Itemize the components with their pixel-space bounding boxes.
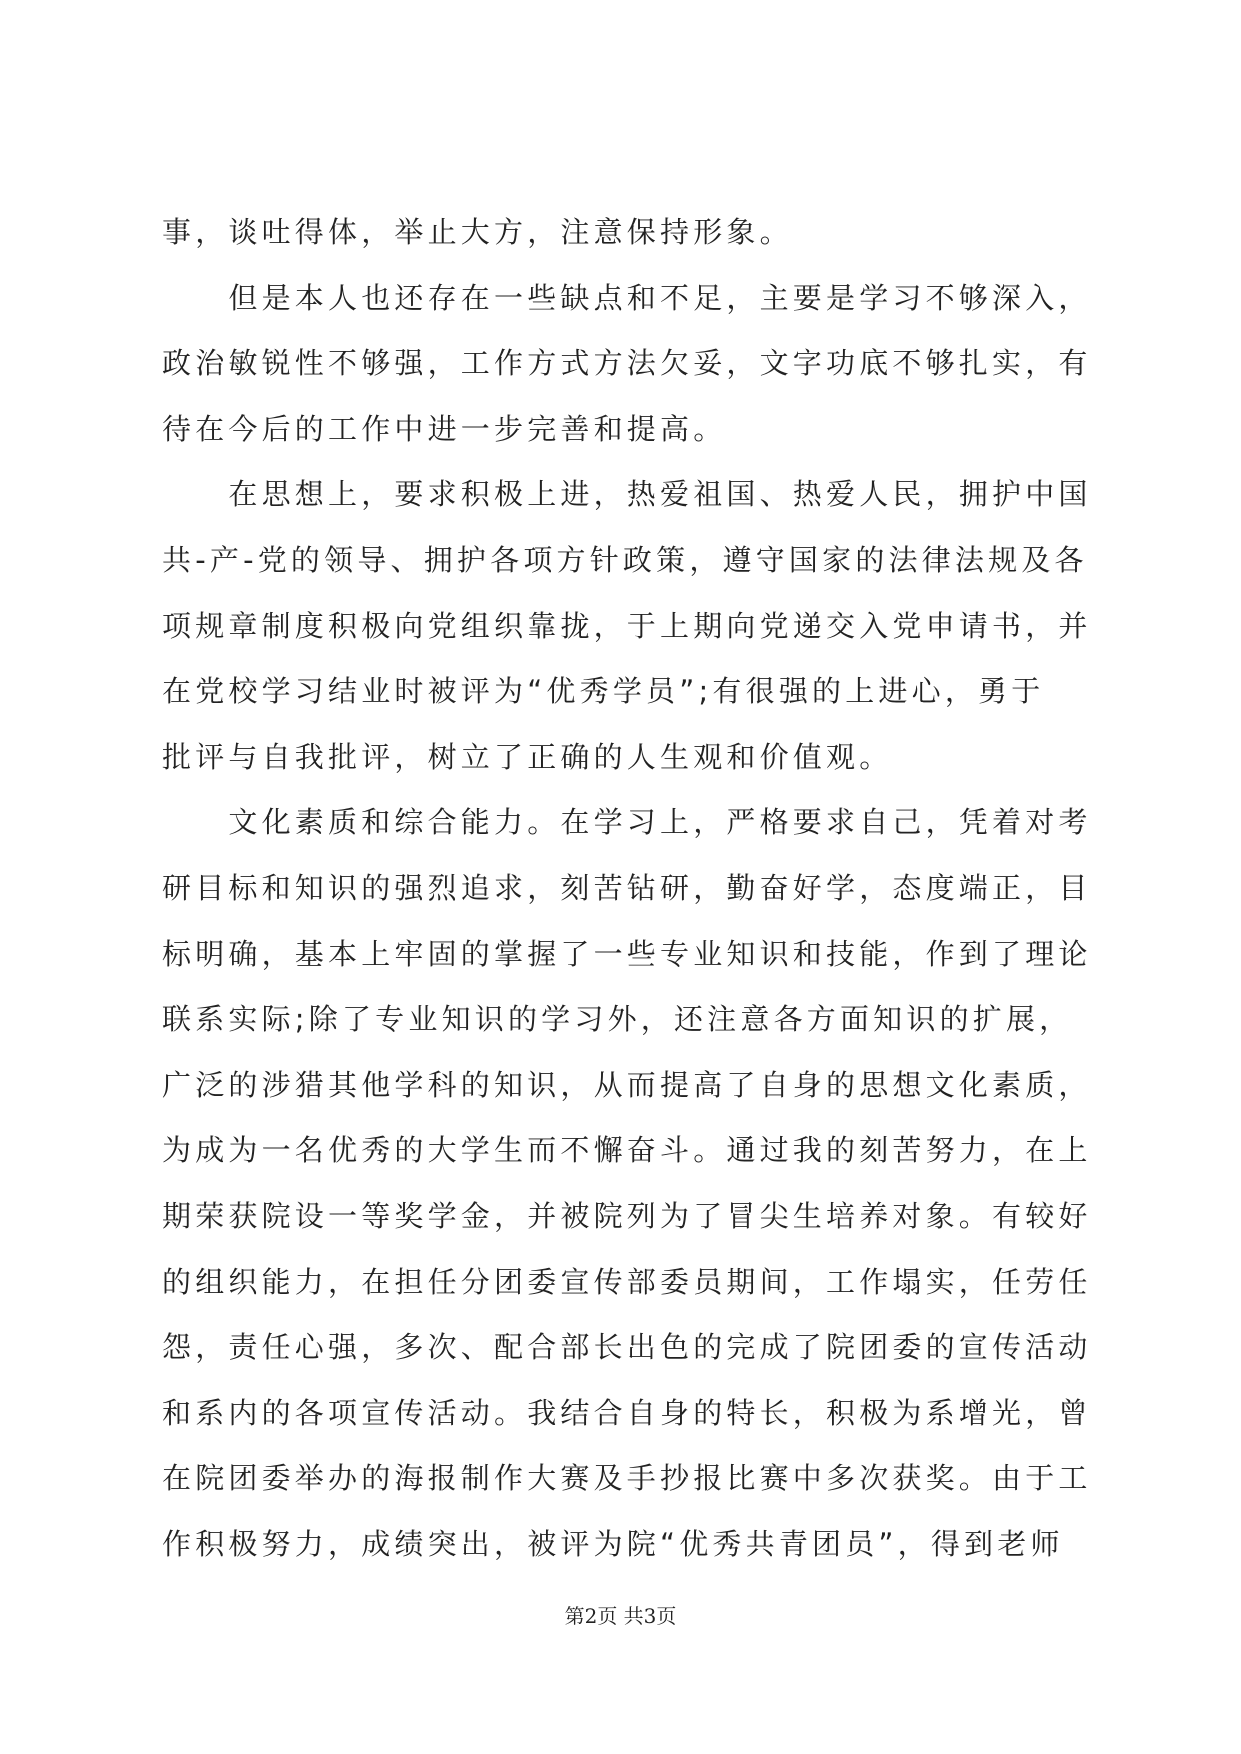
text-line: 的组织能力，在担任分团委宣传部委员期间，工作塌实，任劳任 xyxy=(162,1264,1092,1299)
text-line: 在党校学习结业时被评为“优秀学员”;有很强的上进心，勇于 xyxy=(162,674,1045,709)
text-line: 研目标和知识的强烈追求，刻苦钻研，勤奋好学，态度端正，目 xyxy=(162,870,1092,905)
page-footer: 第2页 共3页 xyxy=(564,1604,677,1628)
text-line: 待在今后的工作中进一步完善和提高。 xyxy=(162,411,727,446)
text-line: 政治敏锐性不够强，工作方式方法欠妥，文字功底不够扎实，有 xyxy=(162,346,1092,381)
text-line: 文化素质和综合能力。在学习上，严格要求自己，凭着对考 xyxy=(162,805,1092,840)
body-text xyxy=(162,200,1092,1577)
text-line: 期荣获院设一等奖学金，并被院列为了冒尖生培养对象。有较好 xyxy=(162,1198,1092,1233)
text-line: 项规章制度积极向党组织靠拢，于上期向党递交入党申请书，并 xyxy=(162,608,1092,643)
text-line: 在院团委举办的海报制作大赛及手抄报比赛中多次获奖。由于工 xyxy=(162,1461,1092,1496)
text-line: 在思想上，要求积极上进，热爱祖国、热爱人民，拥护中国 xyxy=(162,477,1092,512)
text-line: 事，谈吐得体，举止大方，注意保持形象。 xyxy=(162,215,793,249)
text-line: 怨，责任心强，多次、配合部长出色的完成了院团委的宣传活动 xyxy=(162,1330,1092,1365)
text-line: 标明确，基本上牢固的掌握了一些专业知识和技能，作到了理论 xyxy=(162,936,1092,971)
text-line: 和系内的各项宣传活动。我结合自身的特长，积极为系增光，曾 xyxy=(162,1395,1092,1430)
text-line: 联系实际;除了专业知识的学习外，还注意各方面知识的扩展， xyxy=(162,1002,1073,1037)
text-line: 广泛的涉猎其他学科的知识，从而提高了自身的思想文化素质， xyxy=(162,1067,1092,1102)
text-line: 作积极努力，成绩突出，被评为院“优秀共青团员”，得到老师 xyxy=(162,1526,1064,1561)
text-line: 批评与自我批评，树立了正确的人生观和价值观。 xyxy=(162,739,893,774)
text-line: 但是本人也还存在一些缺点和不足，主要是学习不够深入， xyxy=(162,280,1092,315)
text-line: 共-产-党的领导、拥护各项方针政策，遵守国家的法律法规及各 xyxy=(162,542,1088,577)
text-line: 为成为一名优秀的大学生而不懈奋斗。通过我的刻苦努力，在上 xyxy=(162,1133,1092,1168)
